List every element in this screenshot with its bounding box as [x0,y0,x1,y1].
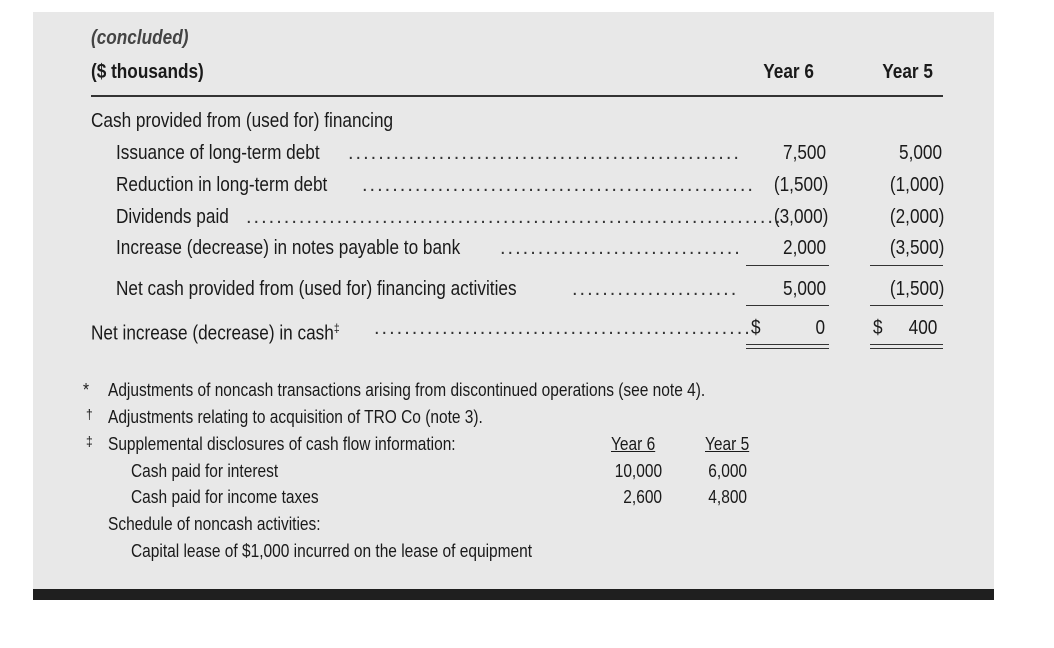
row-value-year5: (1,000) [889,174,944,196]
footnote-mark-ddagger: ‡ [86,433,93,449]
leader-dots: .................................................... [362,174,755,196]
supplement-col-year6: Year 6 [611,434,656,454]
total-value-year6: 5,000 [782,278,826,300]
schedule-label: Schedule of noncash activities: [108,514,321,534]
taxes-year5: 4,800 [708,487,747,507]
row-value-year5: (2,000) [889,206,944,228]
leader-dots: ....................................................................... [246,206,783,228]
total-label: Net cash provided from (used for) financing activities [116,278,517,300]
subtotal-rule-year6 [746,265,829,266]
header-rule [91,95,943,97]
net-value-year5: 400 [908,317,937,339]
row-value-year6: 2,000 [782,237,826,259]
row-label: Dividends paid [116,206,229,228]
row-value-year5: (3,500) [889,237,944,259]
interest-label: Cash paid for interest [131,461,279,481]
supplement-col-year5: Year 5 [705,434,750,454]
leader-dots: ................................ [500,237,742,259]
net-value-year6: 0 [815,317,825,339]
bottom-rule [33,589,994,600]
total-value-year5: (1,500) [889,278,944,300]
col-header-year6: Year 6 [763,61,814,83]
leader-dots: .................................................. [374,317,752,339]
row-value-year6: 7,500 [782,142,826,164]
taxes-year6: 2,600 [623,487,662,507]
interest-year6: 10,000 [614,461,662,481]
net-label: Net increase (decrease) in cash‡ [91,321,340,345]
lease-text: Capital lease of $1,000 incurred on the lease of equipment [131,541,533,561]
currency-symbol-year5: $ [873,317,883,339]
currency-symbol-year6: $ [751,317,761,339]
leader-dots: ...................... [572,278,739,300]
footnote-mark-star: * [83,380,90,400]
row-label: Reduction in long-term debt [116,174,328,196]
concluded-label: (concluded) [91,27,189,49]
total-rule-year5 [870,305,943,306]
footnote-mark-dagger: † [86,406,93,422]
col-header-year5: Year 5 [882,61,933,83]
section-title: Cash provided from (used for) financing [91,110,394,132]
subtotal-rule-year5 [870,265,943,266]
units-label: ($ thousands) [91,61,204,83]
row-label: Increase (decrease) in notes payable to bank [116,237,461,259]
leader-dots: .................................................... [348,142,741,164]
double-rule-year5 [870,344,943,349]
footnote-ddagger-text: Supplemental disclosures of cash flow information: [108,434,456,454]
taxes-label: Cash paid for income taxes [131,487,319,507]
double-rule-year6 [746,344,829,349]
row-value-year5: 5,000 [898,142,942,164]
total-rule-year6 [746,305,829,306]
row-value-year6: (3,000) [773,206,828,228]
footnote-dagger-text: Adjustments relating to acquisition of TRO Co (note 3). [108,407,483,427]
row-label: Issuance of long-term debt [116,142,320,164]
interest-year5: 6,000 [708,461,747,481]
footnote-star-text: Adjustments of noncash transactions arising from discontinued operations (see note 4). [108,380,706,400]
row-value-year6: (1,500) [773,174,828,196]
